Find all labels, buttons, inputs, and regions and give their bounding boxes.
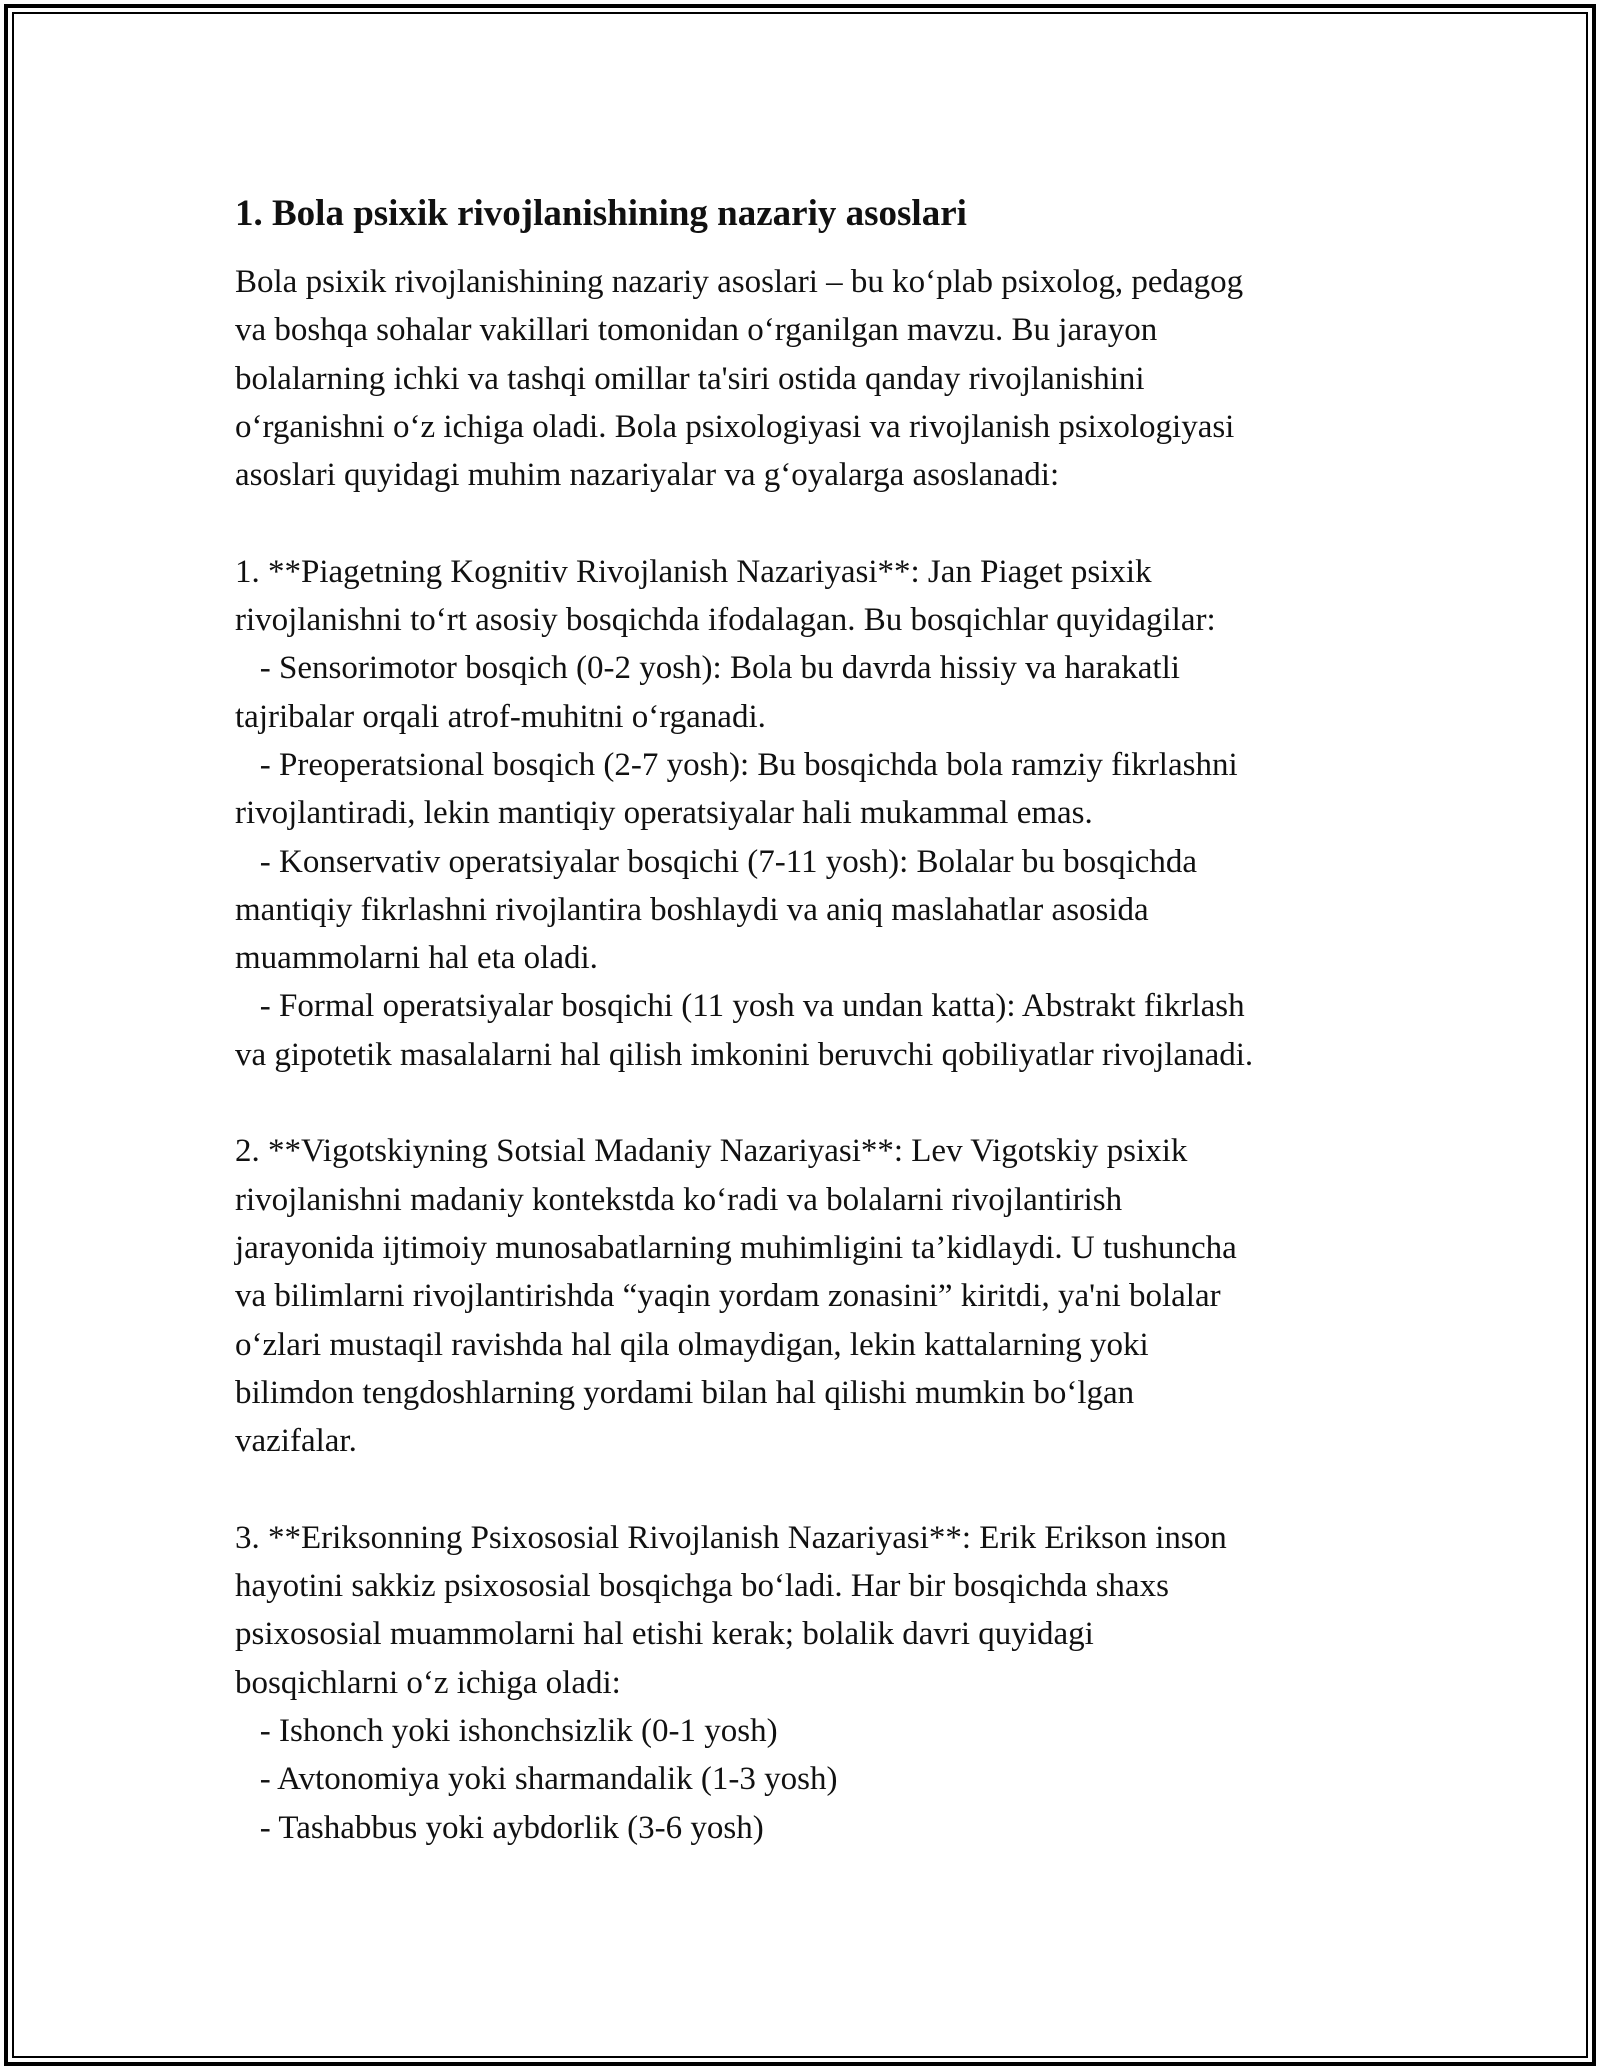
erikson-section: 3. **Eriksonning Psixososial Rivojlanish Nazariyasi**: Erik Erikson inson hayotini sakkiz psixososial bosqichga bo‘ladi. Har bir bosqichda shaxs psixososial muammolarni hal etishi kerak; bolalik davri quyidagi bosqichlarni o‘z ichiga oladi: - Ishonch yoki ishonchsizlik (0-1 yosh) - Avtonomiya yoki sharmandalik (1-3 yosh) - Tashabbus yoki aybdorlik (3-6 yosh) <box>235 1519 1227 1846</box>
intro-paragraph: Bola psixik rivojlanishining nazariy asoslari – bu ko‘plab psixolog, pedagog va boshqa sohalar vakillari tomonidan o‘rganilgan mavzu. Bu jarayon bolalarning ichki va tashqi omillar ta'siri ostida qanday rivojlanishini o‘rganishni o‘z ichiga oladi. Bola psixologiyasi va rivojlanish psixologiyasi asoslari quyidagi muhim nazariyalar va g‘oyalarga asoslanadi: <box>235 264 1244 494</box>
document-body <box>235 190 1395 1852</box>
vygotsky-section: 2. **Vigotskiyning Sotsial Madaniy Nazariyasi**: Lev Vigotskiy psixik rivojlanishni madaniy kontekstda ko‘radi va bolalarni rivojlantirish jarayonida ijtimoiy munosabatlarning muhimligini ta’kidlaydi. U tushuncha va bilimlarni rivojlantirishda “yaqin yordam zonasini” kiritdi, ya'ni bolalar o‘zlari mustaqil ravishda hal qila olmaydigan, lekin kattalarning yoki bilimdon tengdoshlarning yordami bilan hal qilishi mumkin bo‘lgan vazifalar. <box>235 1133 1237 1460</box>
document-title: 1. Bola psixik rivojlanishining nazariy asoslari <box>235 193 967 234</box>
paragraph-spacer <box>235 1465 1395 1513</box>
paragraph-spacer <box>235 1079 1395 1127</box>
paragraph-spacer <box>235 499 1395 547</box>
piaget-section: 1. **Piagetning Kognitiv Rivojlanish Nazariyasi**: Jan Piaget psixik rivojlanishni to‘rt asosiy bosqichda ifodalagan. Bu bosqichlar quyidagilar: - Sensorimotor bosqich (0-2 yosh): Bola bu davrda hissiy va harakatli tajribalar orqali atrof-muhitni o‘rganadi. - Preoperatsional bosqich (2-7 yosh): Bu bosqichda bola ramziy fikrlashni rivojlantiradi, lekin mantiqiy operatsiyalar hali mukammal emas. - Konservativ operatsiyalar bosqichi (7-11 yosh): Bolalar bu bosqichda mantiqiy fikrlashni rivojlantira boshlaydi va aniq maslahatlar asosida muammolarni hal eta oladi. - Formal operatsiyalar bosqichi (11 yosh va undan katta): Abstrakt fikrlash va gipotetik masalalarni hal qilish imkonini beruvchi qobiliyatlar rivojlanadi. <box>235 553 1254 1073</box>
